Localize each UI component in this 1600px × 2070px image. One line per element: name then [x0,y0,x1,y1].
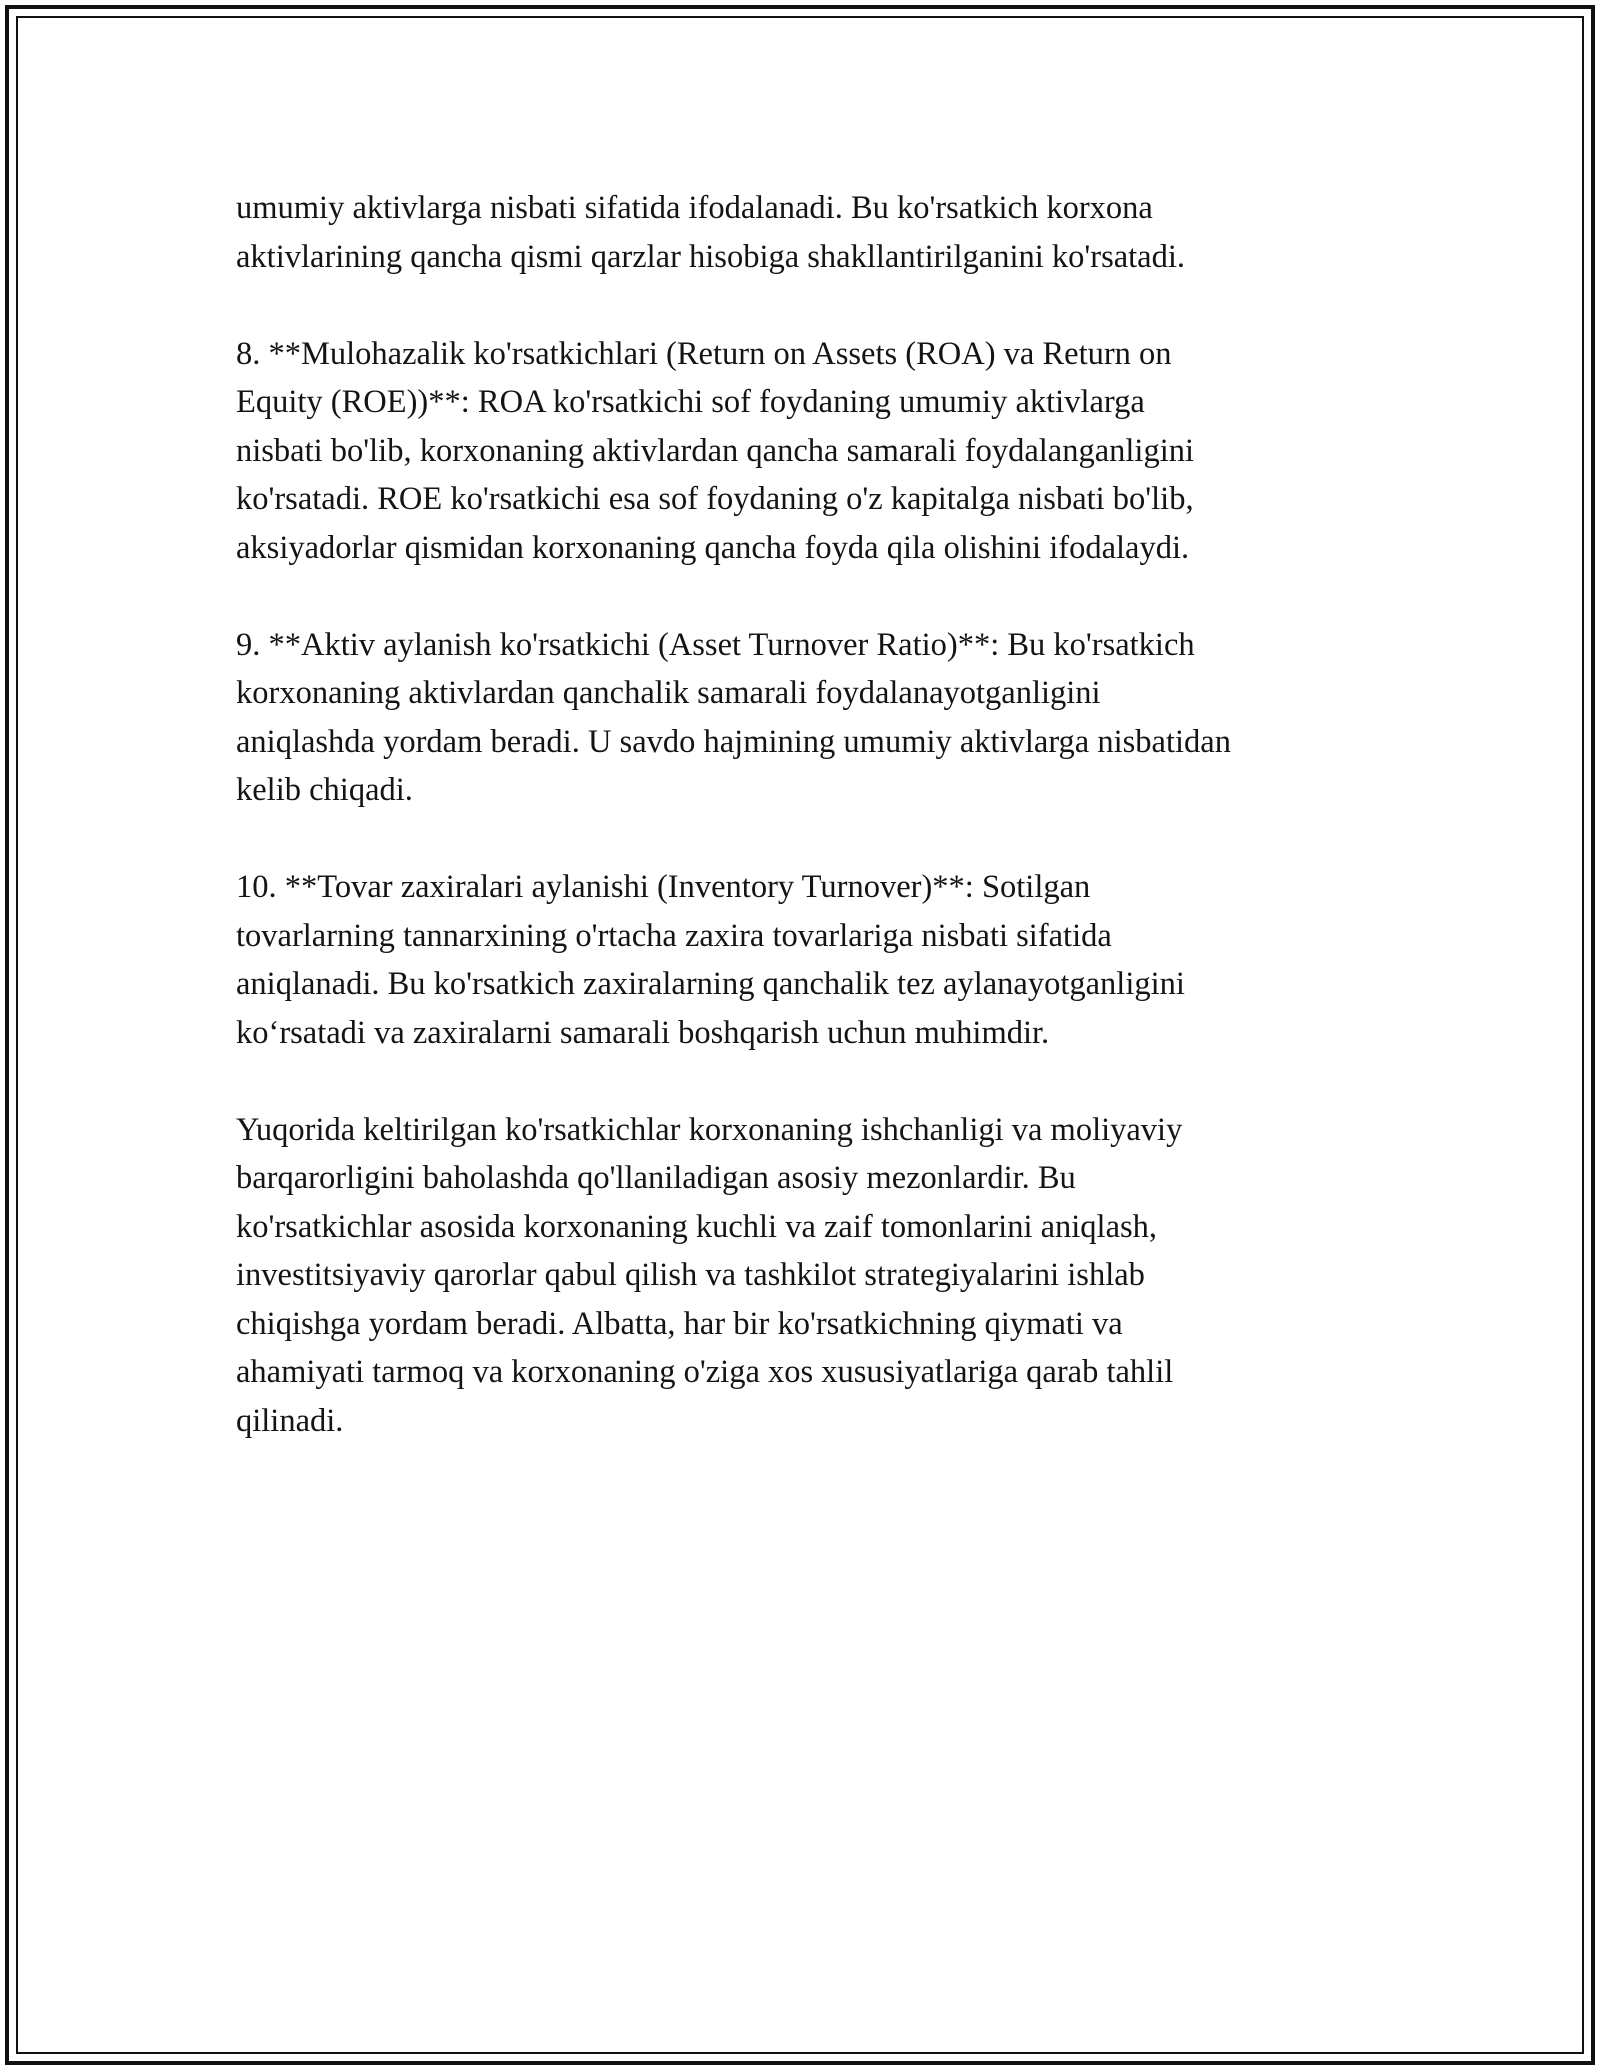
paragraph-inventory-turnover: 10. **Tovar zaxiralari aylanishi (Inventory Turnover)**: Sotilgan tovarlarning tannarxining o'rtacha zaxira tovarlariga nisbati sifatida aniqlanadi. Bu ko'rsatkich zaxiralarning qanchalik tez aylanayotganligini ko‘rsatadi va zaxiralarni samarali boshqarish uchun muhimdir. [236,869,1185,1051]
paragraph-leverage-continuation: umumiy aktivlarga nisbati sifatida ifodalanadi. Bu ko'rsatkich korxona aktivlarining qancha qismi qarzlar hisobiga shakllantirilganini ko'rsatadi. [236,190,1186,275]
paragraph-asset-turnover: 9. **Aktiv aylanish ko'rsatkichi (Asset Turnover Ratio)**: Bu ko'rsatkich korxonaning aktivlardan qanchalik samarali foydalanayotganligini aniqlashda yordam beradi. U savdo hajmining umumiy aktivlarga nisbatidan kelib chiqadi. [236,626,1231,808]
paragraph-conclusion: Yuqorida keltirilgan ko'rsatkichlar korxonaning ishchanligi va moliyaviy barqarorligini baholashda qo'llaniladigan asosiy mezonlardir. Bu ko'rsatkichlar asosida korxonaning kuchli va zaif tomonlarini aniqlash, investitsiyaviy qarorlar qabul qilish va tashkilot strategiyalarini ishlab chiqishga yordam beradi. Albatta, har bir ko'rsatkichning qiymati va ahamiyati tarmoq va korxonaning o'ziga xos xususiyatlariga qarab tahlil qilinadi. [236,1111,1183,1439]
paragraph-roa-roe: 8. **Mulohazalik ko'rsatkichlari (Return on Assets (ROA) va Return on Equity (ROE))**: ROA ko'rsatkichi sof foydaning umumiy aktivlarga nisbati bo'lib, korxonaning aktivlardan qancha samarali foydalanganligini ko'rsatadi. ROE ko'rsatkichi esa sof foydaning o'z kapitalga nisbati bo'lib, aksiyadorlar qismidan korxonaning qancha foyda qila olishini ifodalaydi. [236,335,1195,566]
document-body [236,184,1386,1494]
